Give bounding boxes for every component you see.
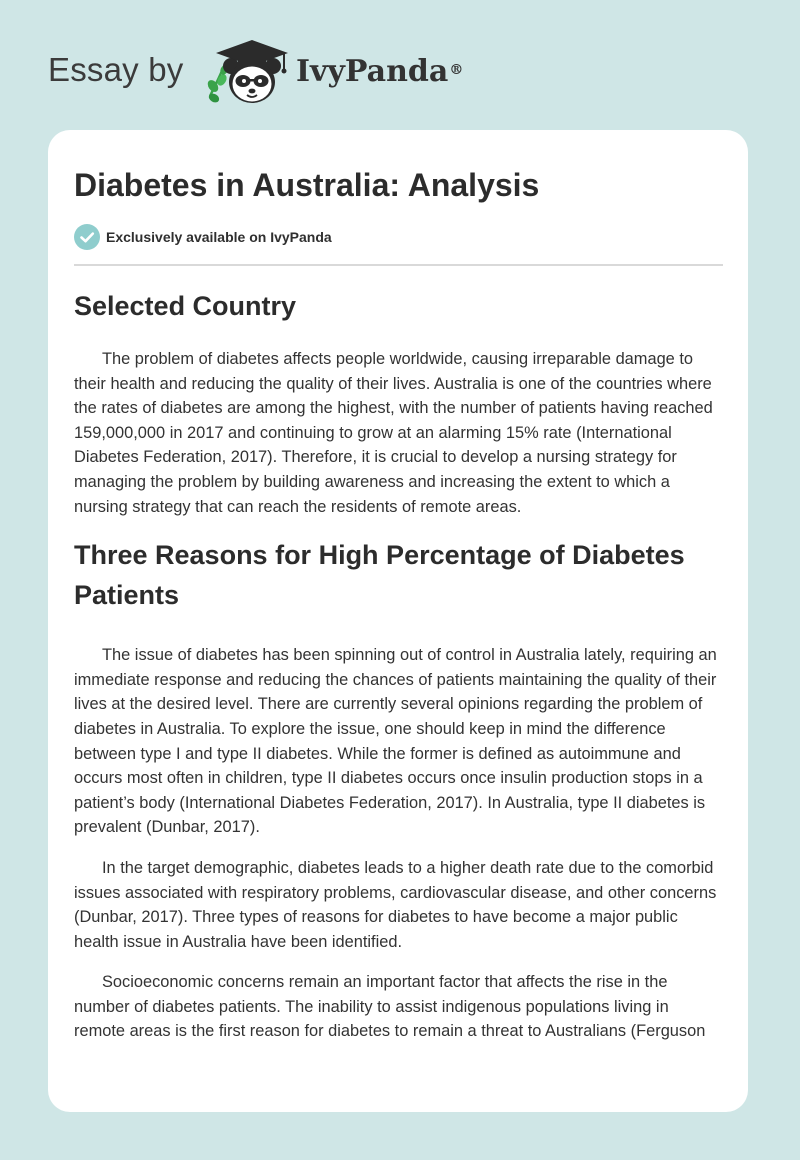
check-circle-icon [74,224,100,250]
exclusive-badge [74,222,724,252]
paragraph: The problem of diabetes affects people worldwide, causing irreparable damage to their health and reducing the quality of their lives. Australia is one of the countries where the rates of diabetes are among the highest, with the number of patients having reached 159,000,000 in 2017 and continuing to grow at an alarming 15% rate (International Diabetes Federation, 2017). Therefore, it is crucial to develop a nursing strategy for managing the problem by building awareness and increasing the extent to which a nursing strategy that can reach the residents of remote areas. [74,350,713,516]
essay-content [74,158,724,1044]
essay-title: Diabetes in Australia: Analysis [74,167,540,203]
exclusive-badge-label: Exclusively available on IvyPanda [106,229,332,245]
brand-name[interactable] [296,54,463,90]
paragraph: The issue of diabetes has been spinning out of control in Australia lately, requiring an immediate response and reducing the chances of patients maintaining the quality of their lives at the desired level. There are currently several opinions regarding the problem of diabetes in Australia. To explore the issue, one should keep in mind the difference between type I and type II diabetes. While the former is defined as autoimmune and occurs most often in children, type II diabetes occurs once insulin production stops in a patient’s body (International Diabetes Federation, 2017). In Australia, type II diabetes is prevalent (Dunbar, 2017). [74,646,717,837]
section-heading-selected-country: Selected Country [74,291,297,321]
paragraph: Socioeconomic concerns remain an important factor that affects the rise in the number of diabetes patients. The inability to assist indigenous populations living in remote areas is the first reason for diabetes to remain a threat to Australians (Ferguson [74,973,706,1041]
section-heading-three-reasons: Three Reasons for High Percentage of Diabetes Patients [74,540,685,611]
site-header [0,0,800,130]
registered-mark: ® [449,62,464,78]
brand-name-text: IvyPanda [296,54,449,89]
essay-by-label: Essay by [48,51,184,88]
essay-card [48,130,748,1112]
paragraph: In the target demographic, diabetes leads to a higher death rate due to the comorbid issues associated with respiratory problems, cardiovascular disease, and other concerns (Dunbar, 2017). Three types of reasons for diabetes to have become a major public health issue in Australia have been identified. [74,858,717,951]
panda-graduate-logo-icon[interactable] [200,36,296,108]
title-divider [74,264,723,266]
